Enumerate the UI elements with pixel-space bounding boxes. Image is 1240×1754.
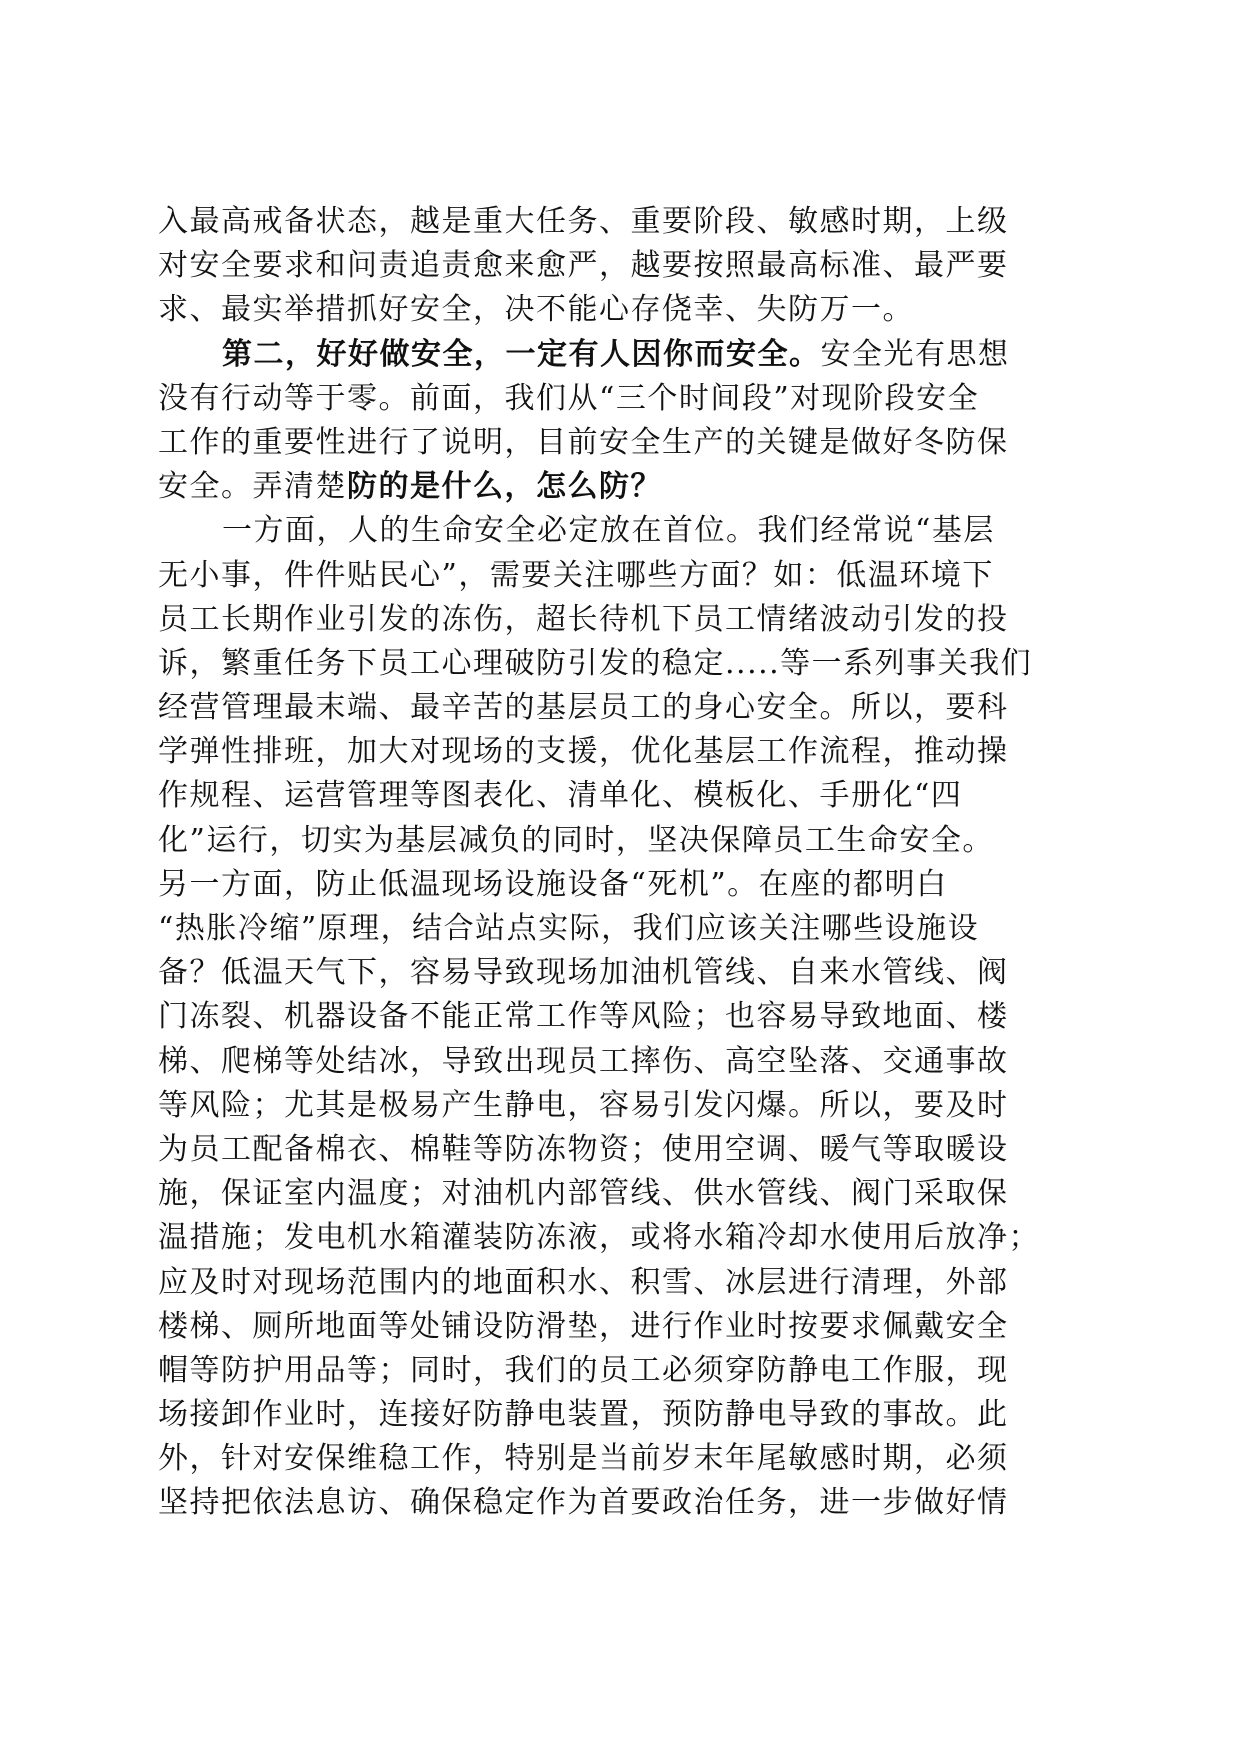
text-line	[158, 995, 1088, 1039]
text-line	[158, 907, 1088, 951]
text-run: 没有行动等于零。前面，我们从“三个时间段”对现阶段安全	[158, 380, 980, 416]
text-run: 外，针对安保维稳工作，特别是当前岁末年尾敏感时期，必须	[158, 1441, 1009, 1477]
text-line	[158, 1349, 1088, 1393]
text-run: 另一方面，防止低温现场设施设备“死机”。在座的都明白	[158, 866, 948, 902]
text-line	[158, 1481, 1088, 1525]
text-run: 温措施；发电机水箱灌装防冻液，或将水箱冷却水使用后放净；	[158, 1220, 1040, 1256]
text-line	[158, 554, 1088, 598]
text-run: 坚持把依法息访、确保稳定作为首要政治任务，进一步做好情	[158, 1485, 1009, 1521]
text-line	[158, 730, 1088, 774]
bold-text-run: 第二，好好做安全，一定有人因你而安全。	[222, 336, 821, 372]
text-run: 经营管理最末端、最辛苦的基层员工的身心安全。所以，要科	[158, 690, 1009, 726]
text-run: 为员工配备棉衣、棉鞋等防冻物资；使用空调、暖气等取暖设	[158, 1131, 1009, 1167]
text-run: 施，保证室内温度；对油机内部管线、供水管线、阀门采取保	[158, 1176, 1009, 1212]
text-line	[158, 863, 1088, 907]
text-line	[158, 819, 1088, 863]
text-run: 一方面，人的生命安全必定放在首位。我们经常说“基层	[222, 513, 995, 549]
text-run: 楼梯、厕所地面等处铺设防滑垫，进行作业时按要求佩戴安全	[158, 1308, 1009, 1344]
text-run: 门冻裂、机器设备不能正常工作等风险；也容易导致地面、楼	[158, 999, 1009, 1035]
text-line	[158, 1437, 1088, 1481]
text-line	[158, 642, 1088, 686]
text-line	[158, 421, 1088, 465]
text-run: 入最高戒备状态，越是重大任务、重要阶段、敏感时期，上级	[158, 204, 1009, 239]
text-line	[158, 244, 1088, 288]
text-run: 等风险；尤其是极易产生静电，容易引发闪爆。所以，要及时	[158, 1087, 1009, 1123]
text-run: 帽等防护用品等；同时，我们的员工必须穿防静电工作服，现	[158, 1352, 1009, 1388]
text-run: 场接卸作业时，连接好防静电装置，预防静电导致的事故。此	[158, 1397, 1009, 1433]
text-line	[158, 1040, 1088, 1084]
text-run: 作规程、运营管理等图表化、清单化、模板化、手册化“四	[158, 778, 963, 814]
body-text	[158, 200, 1088, 1526]
text-run: 化”运行，切实为基层减负的同时，坚决保障员工生命安全。	[158, 822, 994, 858]
text-line	[158, 377, 1088, 421]
text-line	[158, 1128, 1088, 1172]
text-run: 对安全要求和问责追责愈来愈严，越要按照最高标准、最严要	[158, 248, 1009, 284]
text-run: 无小事，件件贴民心”，需要关注哪些方面？如：低温环境下	[158, 557, 994, 593]
text-run: 诉，繁重任务下员工心理破防引发的稳定.....等一系列事关我们	[158, 645, 1033, 681]
text-line	[158, 1261, 1088, 1305]
text-line	[158, 333, 1088, 377]
text-line	[158, 1393, 1088, 1437]
text-run: 备？低温天气下，容易导致现场加油机管线、自来水管线、阀	[158, 955, 1009, 991]
text-run: 求、最实举措抓好安全，决不能心存侥幸、失防万一。	[158, 292, 914, 328]
text-line	[158, 1305, 1088, 1349]
text-run: 安全光有思想	[820, 336, 1010, 372]
text-run: 学弹性排班，加大对现场的支援，优化基层工作流程，推动操	[158, 734, 1009, 770]
text-line	[158, 1216, 1088, 1260]
text-run: “热胀冷缩”原理，结合站点实际，我们应该关注哪些设施设	[158, 911, 980, 946]
text-line	[158, 288, 1088, 332]
text-line	[158, 686, 1088, 730]
text-line	[158, 200, 1088, 244]
text-run: 员工长期作业引发的冻伤，超长待机下员工情绪波动引发的投	[158, 601, 1009, 637]
text-line	[158, 951, 1088, 995]
text-line	[158, 774, 1088, 818]
text-line	[158, 598, 1088, 642]
text-run: 应及时对现场范围内的地面积水、积雪、冰层进行清理，外部	[158, 1264, 1009, 1300]
bold-text-run: 防的是什么，怎么防？	[347, 469, 662, 505]
text-run: 梯、爬梯等处结冰，导致出现员工摔伤、高空坠落、交通事故	[158, 1043, 1009, 1079]
text-line	[158, 509, 1088, 553]
text-line	[158, 1084, 1088, 1128]
text-run: 安全。弄清楚	[158, 469, 347, 505]
text-line	[158, 1172, 1088, 1216]
text-run: 工作的重要性进行了说明，目前安全生产的关键是做好冬防保	[158, 424, 1009, 460]
text-line	[158, 465, 1088, 509]
